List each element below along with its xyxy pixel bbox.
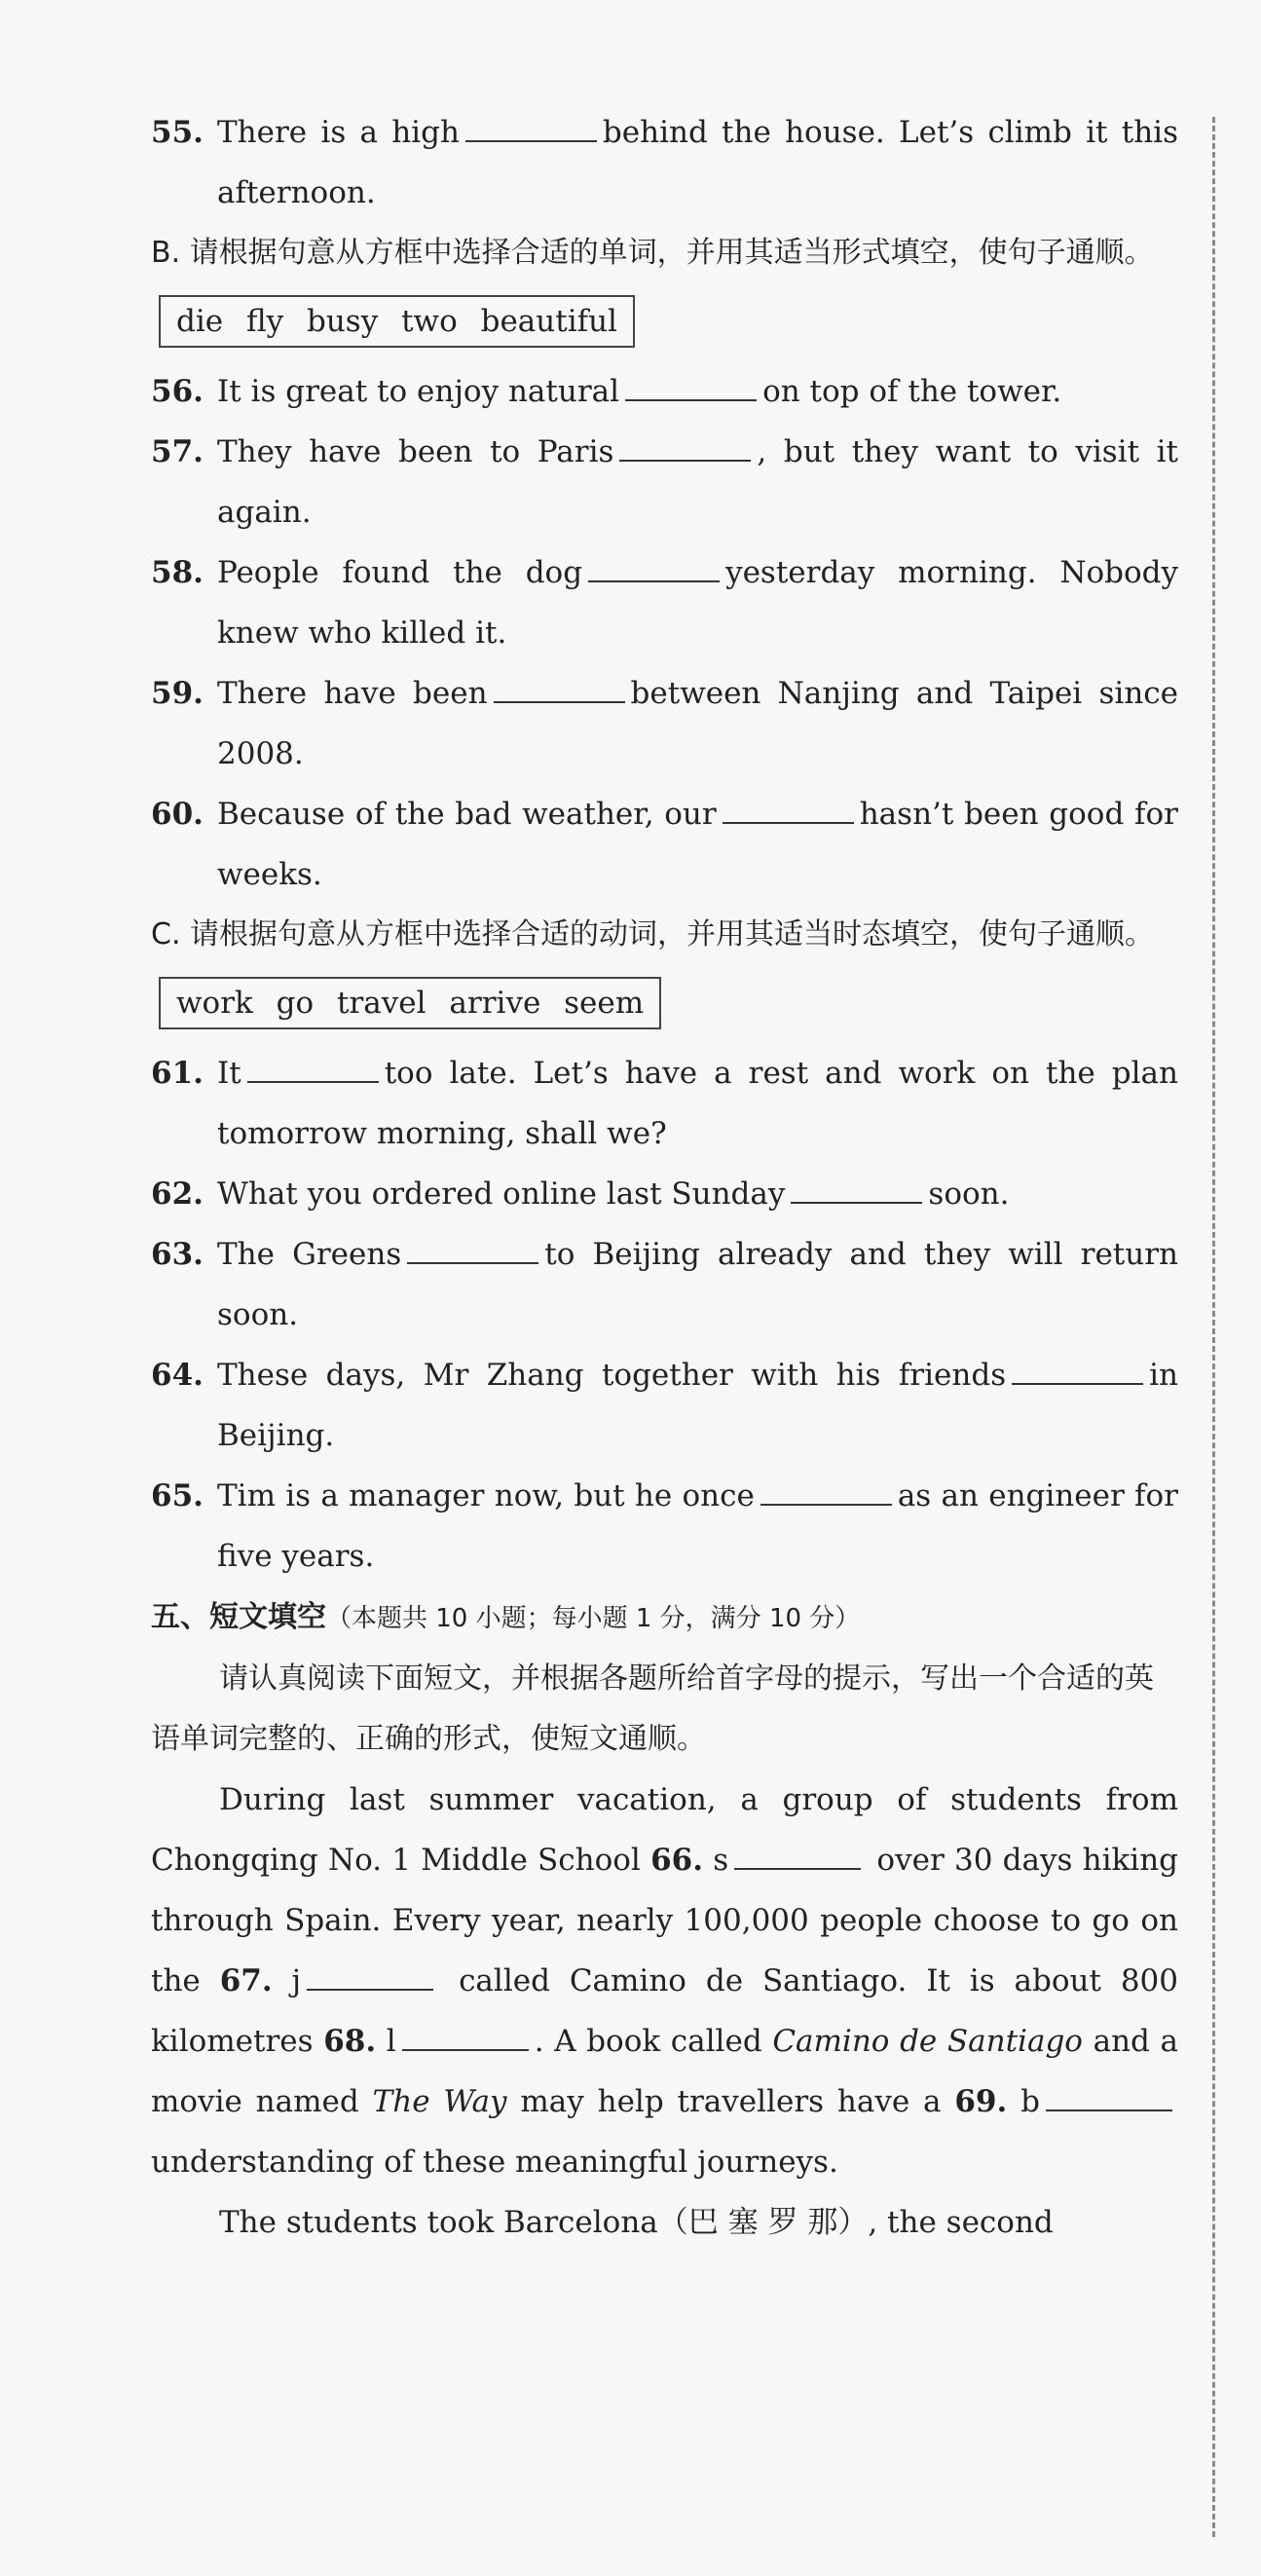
answer-blank[interactable]: [247, 1054, 379, 1083]
part-c-instruction: C. 请根据句意从方框中选择合适的动词，并用其适当时态填空，使句子通顺。: [151, 917, 1155, 952]
question-60: 60. Because of the bad weather, our hasn’t been good for weeks.: [151, 797, 1178, 892]
answer-blank[interactable]: [407, 1235, 538, 1264]
answer-blank[interactable]: [1012, 1356, 1143, 1385]
section-5-heading: 五、短文填空（本题共 10 小题；每小题 1 分，满分 10 分）: [151, 1600, 861, 1634]
word-box-b: die fly busy two beautiful: [159, 295, 635, 348]
worksheet-content: [151, 102, 1178, 2253]
answer-blank[interactable]: [760, 1476, 892, 1506]
answer-blank-66[interactable]: [734, 1841, 861, 1870]
question-55: 55. There is a high behind the house. Let’s climb it this afternoon.: [151, 102, 1178, 223]
answer-blank[interactable]: [791, 1175, 922, 1204]
question-56: 56. It is great to enjoy natural on top of the tower.: [151, 374, 1062, 409]
question-65: 65. Tim is a manager now, but he once as an engineer for five years.: [151, 1478, 1178, 1574]
answer-blank-68[interactable]: [402, 2022, 529, 2051]
answer-blank[interactable]: [465, 113, 597, 142]
answer-blank[interactable]: [723, 795, 854, 824]
question-61: 61. It too late. Let’s have a rest and work on the plan tomorrow morning, shall we?: [151, 1056, 1178, 1151]
answer-blank-67[interactable]: [307, 1961, 433, 1991]
question-58: 58. People found the dog yesterday morning. Nobody knew who killed it.: [151, 555, 1178, 651]
question-64: 64. These days, Mr Zhang together with his friends in Beijing.: [151, 1358, 1178, 1453]
question-63: 63. The Greens to Beijing already and they will return soon.: [151, 1237, 1178, 1332]
word-box-c: work go travel arrive seem: [159, 977, 661, 1029]
part-b-instruction: B. 请根据句意从方框中选择合适的单词，并用其适当形式填空，使句子通顺。: [151, 236, 1154, 270]
answer-blank[interactable]: [588, 553, 720, 582]
question-62: 62. What you ordered online last Sunday soon.: [151, 1176, 1010, 1212]
answer-blank-69[interactable]: [1046, 2082, 1172, 2111]
answer-blank[interactable]: [494, 674, 625, 703]
question-57: 57. They have been to Paris , but they want to visit it again.: [151, 434, 1179, 530]
answer-blank[interactable]: [619, 432, 751, 462]
dashed-cut-line: [1212, 117, 1215, 2537]
question-59: 59. There have been between Nanjing and Taipei since 2008.: [151, 676, 1178, 771]
answer-blank[interactable]: [625, 372, 757, 401]
passage-paragraph-2: The students took Barcelona（巴 塞 罗 那）, the second: [219, 2205, 1054, 2240]
section-5-instruction: 请认真阅读下面短文，并根据各题所给首字母的提示，写出一个合适的英语单词完整的、正确的形式，使短文通顺。: [151, 1661, 1154, 1756]
passage-paragraph-1: During last summer vacation, a group of students from Chongqing No. 1 Middle School 66. s over 30 days hiking through Spain. Every year, nearly 100,000 people choose to go on the 67. j called Camino de Santiago. It is about 800 kilometres 68. l . A book called Camino de Santiago and a movie named The Way may help travellers have a 69. b understanding of these meaningful journeys.: [151, 1782, 1179, 2180]
question-number: 55.: [151, 115, 204, 150]
